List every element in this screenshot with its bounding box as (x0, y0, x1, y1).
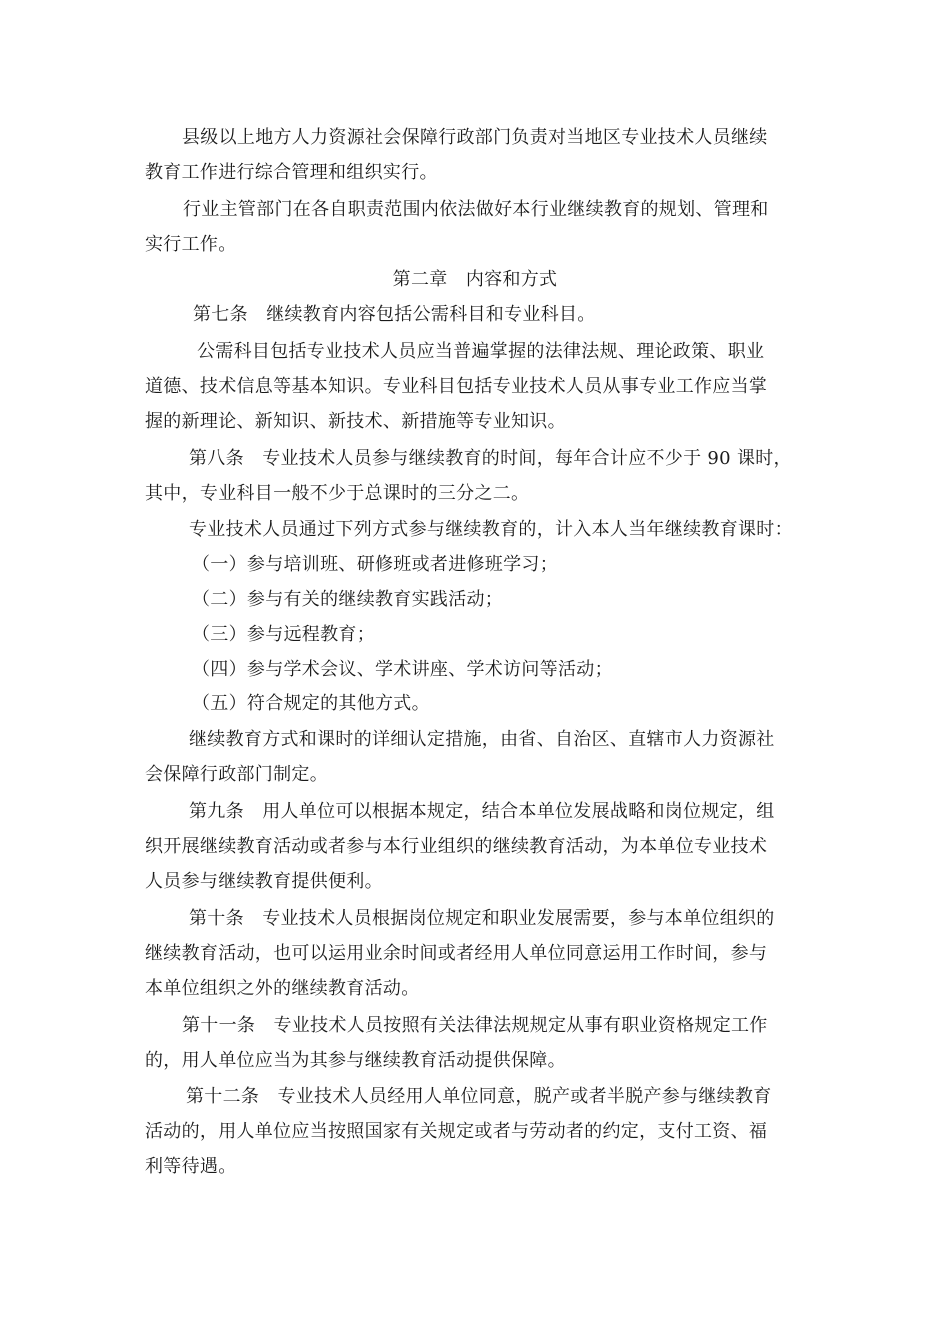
article-heading: 第十二条 专业技术人员经用人单位同意，脱产或者半脱产参与继续教育 (186, 1086, 772, 1107)
text-line: 活动的，用人单位应当按照国家有关规定或者与劳动者的约定，支付工资、福 (145, 1121, 768, 1142)
list-item: （三）参与远程教育； (192, 624, 375, 645)
chapter-heading: 第二章 内容和方式 (392, 269, 558, 290)
text-line: 其中，专业科目一般不少于总课时的三分之二。 (145, 483, 530, 504)
text-line: 人员参与继续教育提供便利。 (145, 871, 383, 892)
article-heading: 第九条 用人单位可以根据本规定，结合本单位发展战略和岗位规定，组 (189, 801, 775, 822)
text-line: 实行工作。 (145, 234, 237, 255)
text-line: 行业主管部门在各自职责范围内依法做好本行业继续教育的规划、管理和 (183, 199, 769, 220)
text-line: 继续教育方式和课时的详细认定措施，由省、自治区、直辖市人力资源社 (189, 729, 775, 750)
text-line: 织开展继续教育活动或者参与本行业组织的继续教育活动，为本单位专业技术 (145, 836, 768, 857)
text-line: 专业技术人员通过下列方式参与继续教育的，计入本人当年继续教育课时： (189, 519, 793, 540)
text-line: 握的新理论、新知识、新技术、新措施等专业知识。 (145, 411, 566, 432)
list-item: （二）参与有关的继续教育实践活动； (192, 589, 504, 610)
text-line: 道德、技术信息等基本知识。专业科目包括专业技术人员从事专业工作应当掌 (145, 376, 768, 397)
text-line: 继续教育活动，也可以运用业余时间或者经用人单位同意运用工作时间，参与 (145, 943, 768, 964)
text-line: 会保障行政部门制定。 (145, 764, 328, 785)
article-heading: 第八条 专业技术人员参与继续教育的时间，每年合计应不少于 90 课时， (189, 448, 792, 469)
text-line: 教育工作进行综合管理和组织实行。 (145, 162, 438, 183)
list-item: （一）参与培训班、研修班或者进修班学习； (192, 554, 558, 575)
article-heading: 第七条 继续教育内容包括公需科目和专业科目。 (193, 304, 596, 325)
text-line: 本单位组织之外的继续教育活动。 (145, 978, 420, 999)
article-heading: 第十一条 专业技术人员按照有关法律法规规定从事有职业资格规定工作 (182, 1015, 768, 1036)
article-heading: 第十条 专业技术人员根据岗位规定和职业发展需要，参与本单位组织的 (189, 908, 775, 929)
text-line: 的，用人单位应当为其参与继续教育活动提供保障。 (145, 1050, 566, 1071)
text-line: 公需科目包括专业技术人员应当普遍掌握的法律法规、理论政策、职业 (197, 341, 765, 362)
list-item: （五）符合规定的其他方式。 (192, 693, 430, 714)
text-line: 县级以上地方人力资源社会保障行政部门负责对当地区专业技术人员继续 (182, 127, 768, 148)
list-item: （四）参与学术会议、学术讲座、学术访问等活动； (192, 659, 613, 680)
text-line: 利等待遇。 (145, 1156, 237, 1177)
